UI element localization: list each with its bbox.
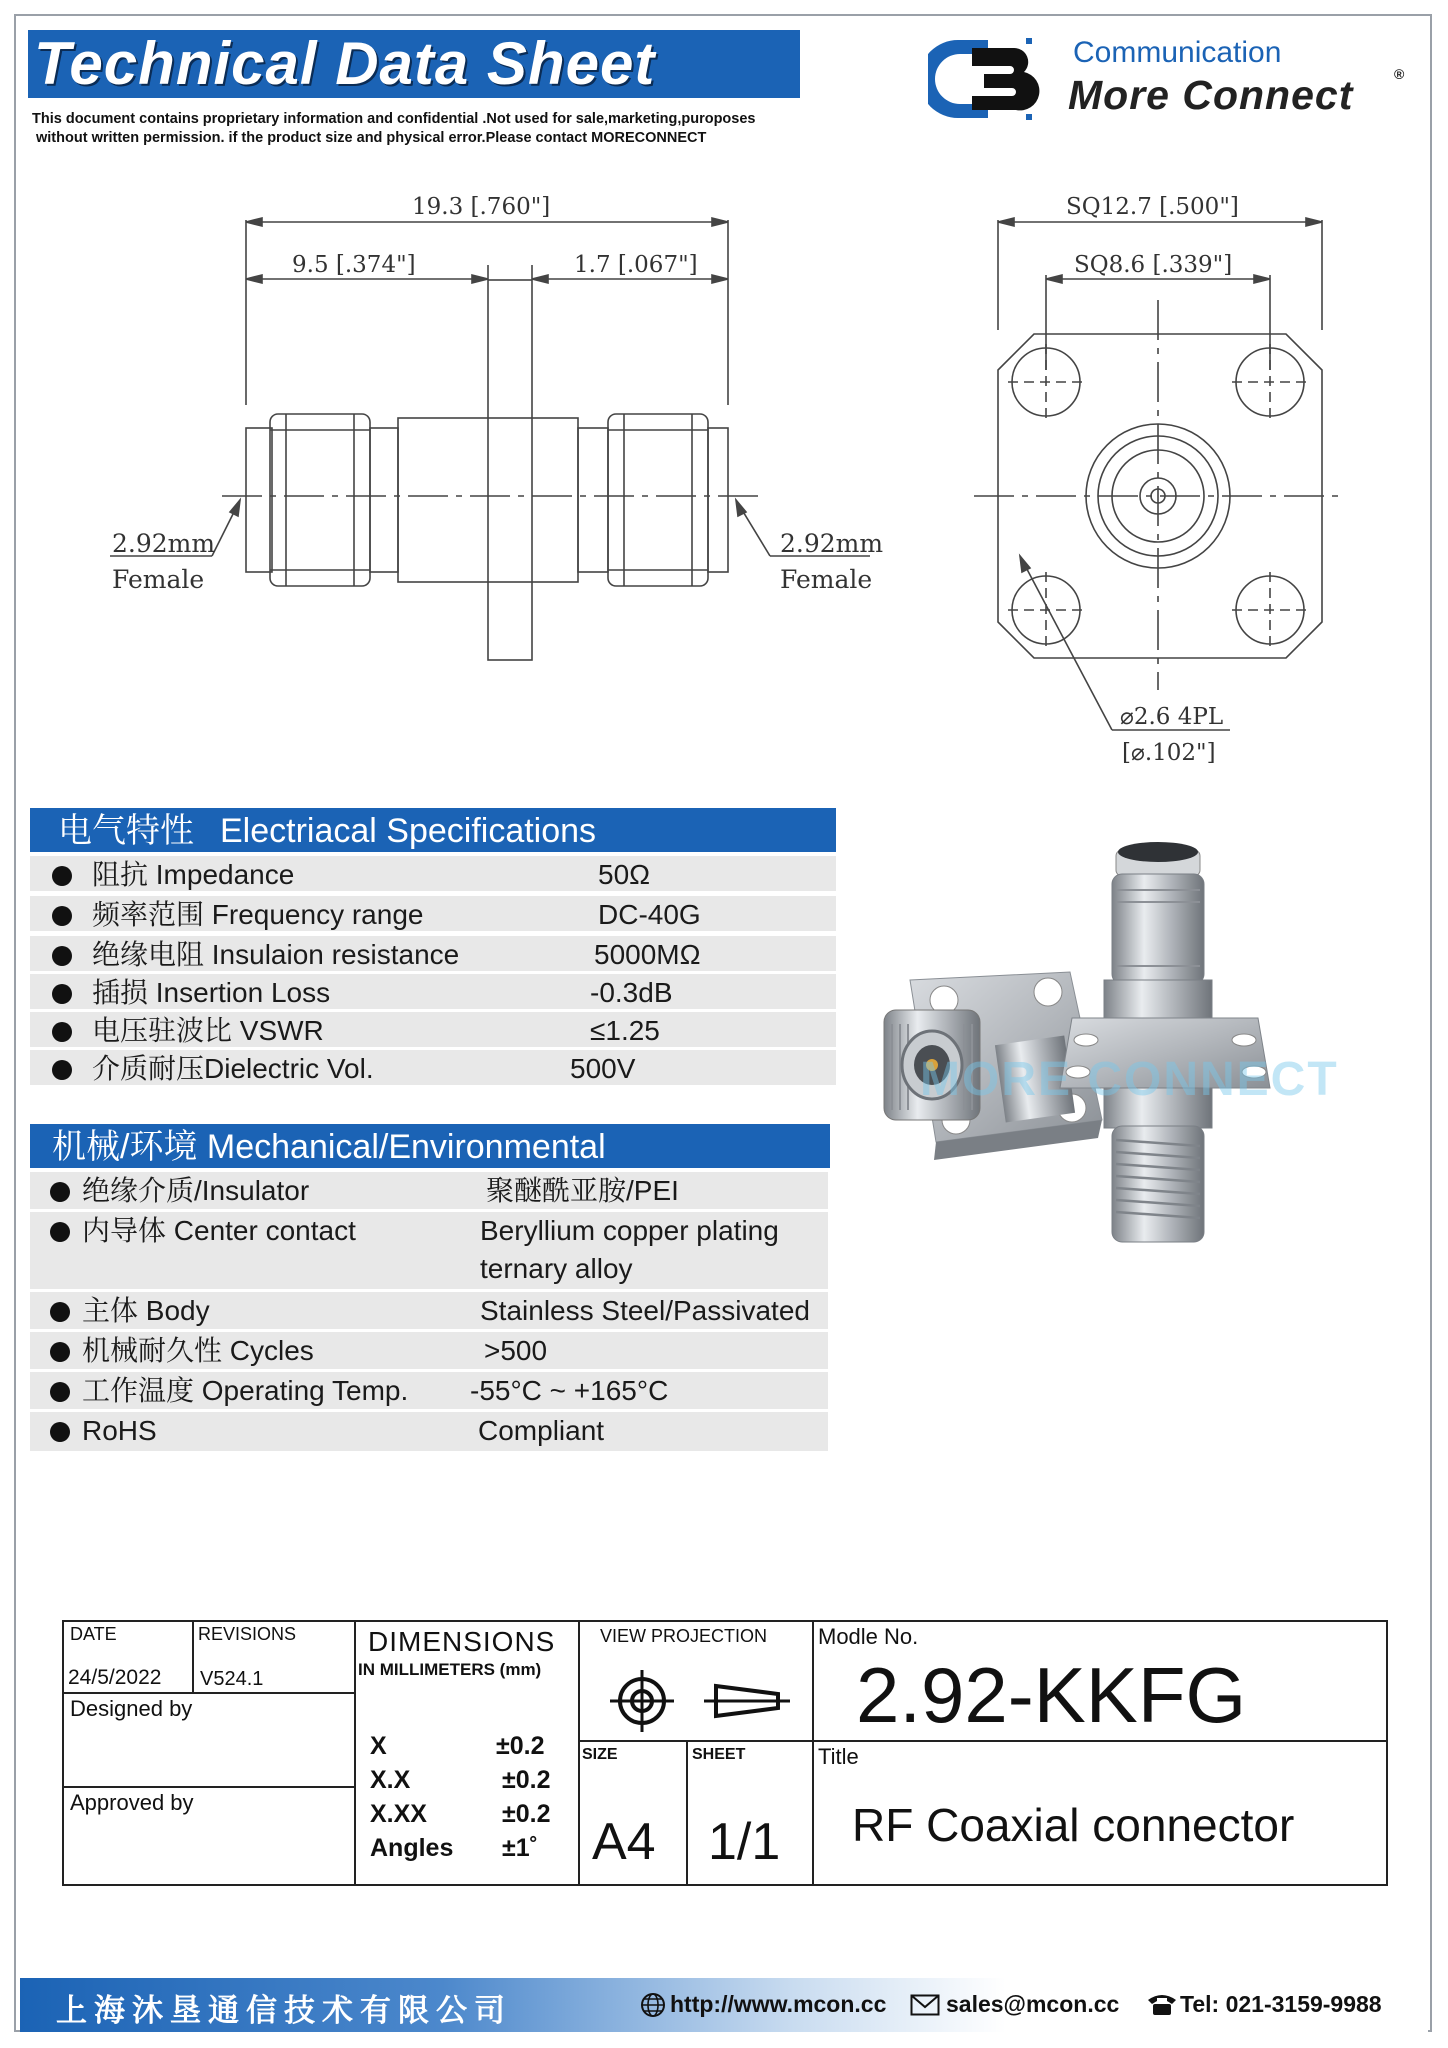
revisions-value: V524.1 bbox=[200, 1668, 264, 1690]
technical-drawing bbox=[0, 0, 1448, 800]
bullet-icon bbox=[52, 946, 72, 966]
tolerance-key: X.XX bbox=[370, 1800, 427, 1828]
disclaimer-line-2: without written permission. if the product size and physical error.Please contact MORECONNECT bbox=[36, 130, 707, 146]
sheet-value: 1/1 bbox=[708, 1813, 781, 1871]
spec-label: 介质耐压Dielectric Vol. bbox=[92, 1053, 374, 1084]
spec-value: ≤1.25 bbox=[590, 1015, 660, 1046]
telephone-number: Tel: 021-3159-9988 bbox=[1180, 1991, 1382, 2017]
date-value: 24/5/2022 bbox=[68, 1666, 162, 1689]
spec-label: 插损 Insertion Loss bbox=[92, 977, 331, 1008]
model-label: Modle No. bbox=[818, 1624, 919, 1649]
mechanical-spec-row bbox=[30, 1412, 828, 1454]
footer-bar bbox=[20, 1978, 1428, 2032]
right-connector-size: 2.92mm bbox=[780, 529, 884, 558]
electrical-section-header bbox=[30, 808, 836, 852]
spec-label: 电压驻波比 VSWR bbox=[92, 1015, 324, 1046]
electrical-heading-en: Electriacal Specifications bbox=[220, 812, 597, 850]
title-label: Title bbox=[818, 1744, 859, 1769]
model-value: 2.92-KKFG bbox=[856, 1651, 1247, 1739]
spec-value: Compliant bbox=[478, 1415, 605, 1446]
spec-label: RoHS bbox=[82, 1415, 157, 1446]
dim-hole-diameter: ⌀2.6 4PL bbox=[1120, 704, 1224, 730]
spec-value: 50Ω bbox=[598, 859, 651, 890]
logo-communication: Communication bbox=[1073, 36, 1282, 69]
dimensions-label: DIMENSIONS bbox=[368, 1626, 556, 1657]
designed-by-label: Designed by bbox=[70, 1696, 193, 1721]
spec-label: 工作温度 Operating Temp. bbox=[82, 1375, 409, 1406]
first-angle-projection-icon bbox=[604, 1668, 804, 1734]
spec-label: 频率范围 Frequency range bbox=[92, 899, 424, 930]
bullet-icon bbox=[50, 1422, 70, 1442]
electrical-heading-cn: 电气特性 bbox=[58, 812, 194, 850]
telephone-icon bbox=[1146, 1992, 1178, 2016]
electrical-spec-row bbox=[30, 936, 836, 974]
spec-value: 500V bbox=[570, 1053, 636, 1084]
logo-more-connect: More Connect bbox=[1068, 72, 1354, 118]
spec-label: 绝缘介质/Insulator bbox=[82, 1175, 310, 1206]
spec-value: DC-40G bbox=[598, 899, 701, 930]
sheet-label: SHEET bbox=[692, 1746, 746, 1763]
disclaimer-line-1: This document contains proprietary information and confidential .Not used for sale,marketing,puroposes bbox=[32, 111, 756, 127]
spec-value: >500 bbox=[484, 1335, 548, 1366]
spec-label: 内导体 Center contact bbox=[82, 1215, 356, 1246]
spec-value: 5000MΩ bbox=[594, 939, 701, 970]
dim-hole-spacing: SQ8.6 [.339"] bbox=[1074, 252, 1233, 278]
spec-value-continued: ternary alloy bbox=[480, 1253, 633, 1284]
spec-value: -0.3dB bbox=[590, 977, 673, 1008]
mechanical-spec-row bbox=[30, 1212, 828, 1292]
title-block bbox=[62, 1620, 1388, 1886]
tolerance-value: ±0.2 bbox=[496, 1732, 545, 1760]
spec-label: 绝缘电阻 Insulaion resistance bbox=[92, 939, 460, 970]
mechanical-section-header bbox=[30, 1124, 830, 1168]
bullet-icon bbox=[52, 984, 72, 1004]
right-connector-gender: Female bbox=[780, 565, 873, 594]
mechanical-spec-row bbox=[30, 1172, 828, 1212]
dim-left-length: 9.5 [.374"] bbox=[292, 252, 416, 278]
bullet-icon bbox=[52, 866, 72, 886]
bullet-icon bbox=[52, 1060, 72, 1080]
revisions-label: REVISIONS bbox=[198, 1624, 297, 1644]
size-label: SIZE bbox=[582, 1746, 618, 1763]
bullet-icon bbox=[50, 1182, 70, 1202]
electrical-spec-row bbox=[30, 974, 836, 1012]
electrical-spec-row bbox=[30, 1050, 836, 1088]
bullet-icon bbox=[52, 906, 72, 926]
title-value: RF Coaxial connector bbox=[852, 1799, 1295, 1851]
dimensions-unit: IN MILLIMETERS (mm) bbox=[358, 1660, 542, 1679]
bullet-icon bbox=[50, 1342, 70, 1362]
approved-by-label: Approved by bbox=[70, 1790, 194, 1815]
size-value: A4 bbox=[592, 1813, 656, 1871]
spec-value: 聚醚酰亚胺/PEI bbox=[486, 1175, 679, 1206]
spec-value: Beryllium copper plating bbox=[480, 1215, 779, 1246]
mail-icon bbox=[910, 1994, 940, 2016]
electrical-spec-row bbox=[30, 896, 836, 934]
spec-label: 阻抗 Impedance bbox=[92, 859, 295, 890]
mechanical-spec-row bbox=[30, 1372, 828, 1412]
website-link[interactable]: http://www.mcon.cc bbox=[670, 1991, 887, 2017]
tolerance-value: ±0.2 bbox=[502, 1800, 551, 1828]
electrical-spec-row bbox=[30, 856, 836, 894]
globe-icon bbox=[640, 1992, 666, 2018]
left-connector-gender: Female bbox=[112, 565, 205, 594]
tolerance-value: ±0.2 bbox=[502, 1766, 551, 1794]
spec-value: Stainless Steel/Passivated bbox=[480, 1295, 810, 1326]
page-title: Technical Data Sheet bbox=[34, 30, 656, 97]
dim-right-length: 1.7 [.067"] bbox=[574, 252, 698, 278]
tolerance-key: Angles bbox=[370, 1834, 454, 1862]
watermark: MORE CONNECT bbox=[920, 1053, 1339, 1106]
connector-side-image bbox=[1060, 842, 1270, 1242]
dim-overall-length: 19.3 [.760"] bbox=[412, 194, 551, 220]
mechanical-heading: 机械/环境 Mechanical/Environmental bbox=[52, 1128, 606, 1166]
left-connector-size: 2.92mm bbox=[112, 529, 216, 558]
registered-mark: ® bbox=[1394, 66, 1405, 82]
bullet-icon bbox=[50, 1382, 70, 1402]
view-projection-label: VIEW PROJECTION bbox=[600, 1626, 768, 1646]
bullet-icon bbox=[52, 1022, 72, 1042]
company-name-cn: 上海沐垦通信技术有限公司 bbox=[56, 1993, 512, 2029]
email-link[interactable]: sales@mcon.cc bbox=[946, 1991, 1120, 2017]
spec-label: 主体 Body bbox=[82, 1295, 210, 1326]
bullet-icon bbox=[50, 1302, 70, 1322]
bullet-icon bbox=[50, 1222, 70, 1242]
dim-hole-diameter-inch: [⌀.102"] bbox=[1122, 740, 1216, 766]
spec-value: -55°C ~ +165°C bbox=[470, 1375, 669, 1406]
tolerance-key: X.X bbox=[370, 1766, 411, 1794]
dim-flange-size: SQ12.7 [.500"] bbox=[1066, 194, 1239, 220]
tolerance-value: ±1˚ bbox=[502, 1834, 538, 1862]
electrical-spec-row bbox=[30, 1012, 836, 1050]
spec-label: 机械耐久性 Cycles bbox=[82, 1335, 314, 1366]
mechanical-spec-row bbox=[30, 1292, 828, 1332]
date-label: DATE bbox=[70, 1624, 117, 1644]
tolerance-key: X bbox=[370, 1732, 387, 1760]
mechanical-spec-row bbox=[30, 1332, 828, 1372]
